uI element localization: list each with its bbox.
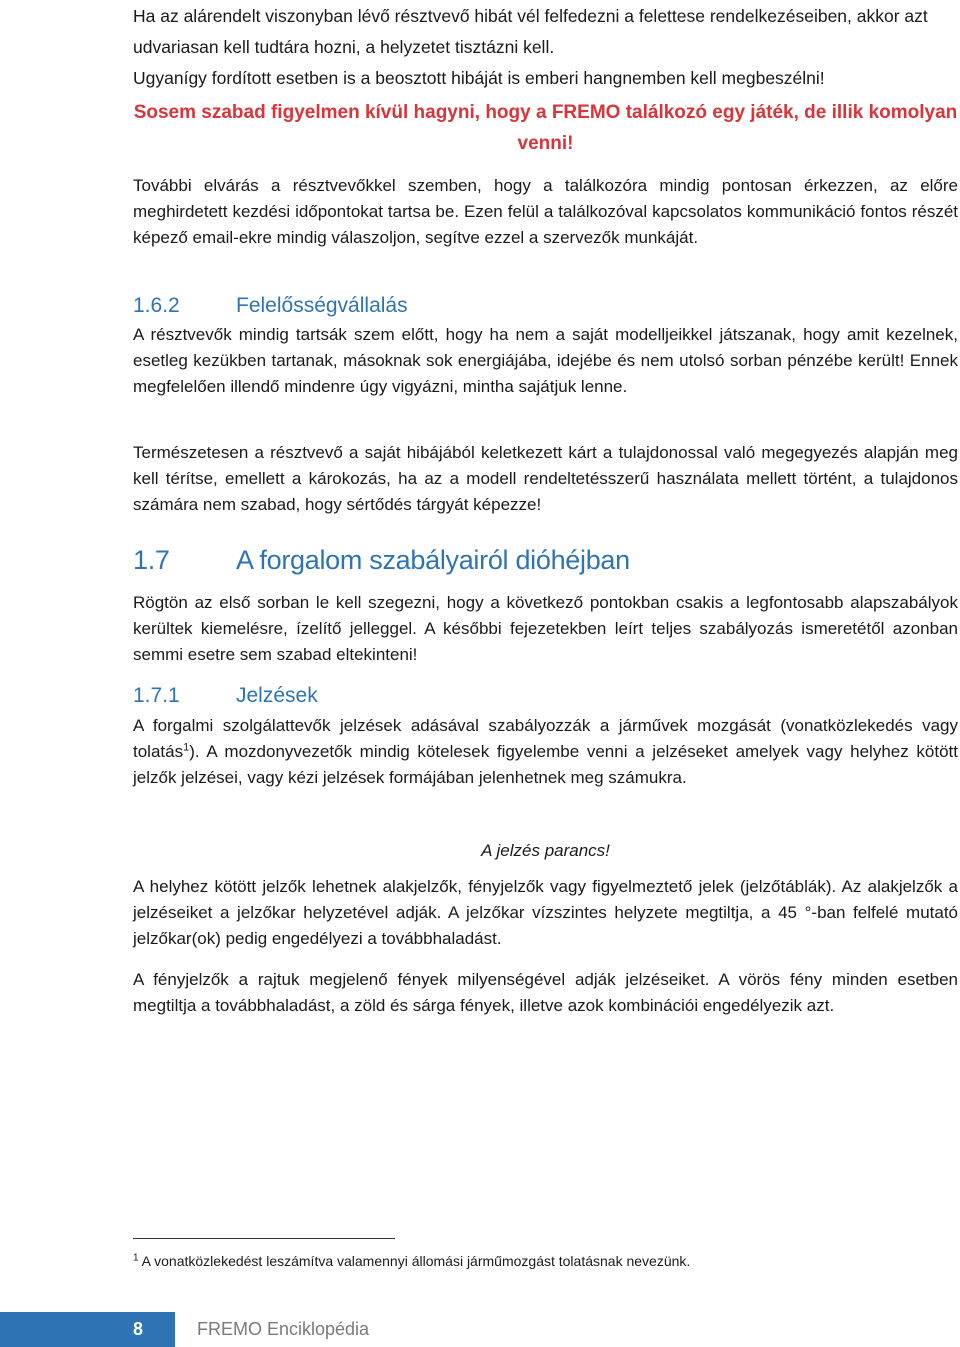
footnote [133,1251,933,1271]
footnote-reference[interactable]: 1 [183,741,190,754]
signal-motto: A jelzés parancs! [481,841,610,860]
intro-line-1: Ha az alárendelt viszonyban lévő résztvevő hibát vél felfedezni a felettese rendelkezéseiben, akkor azt udvariasan kell tudtára hozni, a helyzetet tisztázni kell. [133,6,928,57]
signals-paragraph-1-a: A forgalmi szolgálattevők jelzések adásával szabályozzák a járművek mozgását (vonatközlekedés vagy tolatás [133,716,958,761]
signals-paragraph-3: A fényjelzők a rajtuk megjelenő fények milyenségével adják jelzéseiket. A vörös fény minden esetben megtiltja a továbbhaladást, a zöld és sárga fények, illetve azok kombinációi engedélyezik azt. [133,970,958,1015]
section-heading-1-6-2 [133,292,408,320]
footer-title: FREMO Enciklopédia [197,1319,370,1339]
footnote-separator [133,1238,395,1239]
section-number: 1.7.1 [133,684,180,707]
section-title: Felelősségvállalás [236,294,408,317]
section-heading-1-7-1 [133,682,318,710]
responsibility-paragraph-2: Természetesen a résztvevő a saját hibájából keletkezett kárt a tulajdonossal való megegyezés alapján meg kell térítse, emellett a károkozás, ha az a modell rendeltetésszerű használata mellett történt, a tulajdonos számára nem szabad, hogy sértődés tárgyát képezze! [133,443,958,514]
section-title: A forgalom szabályairól dióhéjban [236,545,630,575]
signals-paragraph-2: A helyhez kötött jelzők lehetnek alakjelzők, fényjelzők vagy figyelmeztető jelek (jelzőtáblák). Az alakjelzők a jelzéseiket a jelzőkar helyzetével adják. A jelzőkar vízszintes helyzete megtiltja, a 45 °-ban felfelé mutató jelzőkar(ok) pedig engedélyezi a továbbhaladást. [133,877,958,948]
expectations-paragraph: További elvárás a résztvevőkkel szemben, hogy a találkozóra mindig pontosan érkezzen, az előre meghirdetett kezdési időpontokat tartsa be. Ezen felül a találkozóval kapcsolatos kommunikáció fontos részét képező email-ekre mindig válaszoljon, segítve ezzel a szervezők munkáját. [133,176,958,247]
warning-text: Sosem szabad figyelmen kívül hagyni, hogy a FREMO találkozó egy játék, de illik komolyan venni! [133,102,958,154]
signals-paragraph-1 [133,713,958,791]
footnote-marker: 1 [133,1252,139,1264]
section-title: Jelzések [236,684,318,707]
intro-line-2: Ugyanígy fordított esetben is a beosztott hibáját is emberi hangnemben kell megbeszélni! [133,68,825,88]
section-heading-1-7 [133,543,630,577]
signals-paragraph-1-b: ). A mozdonyvezetők mindig kötelesek figyelembe venni a jelzéseket amelyek vagy helyhez kötött jelzők jelzései, vagy kézi jelzések formájában jelenhetnek meg számukra. [133,742,958,787]
traffic-rules-paragraph: Rögtön az első sorban le kell szegezni, hogy a következő pontokban csakis a legfontosabb alapszabályok kerültek kiemelésre, ízelítő jelleggel. A későbbi fejezetekben leírt teljes szabályozás ismeretétől azonban semmi esetre sem szabad eltekinteni! [133,593,958,664]
section-number: 1.6.2 [133,294,180,317]
page-number: 8 [132,1319,143,1339]
section-number: 1.7 [133,545,170,575]
footnote-text: A vonatközlekedést leszámítva valamennyi állomási járműmozgást tolatásnak nevezünk. [138,1253,691,1269]
intro-text [133,1,958,94]
responsibility-paragraph-1: A résztvevők mindig tartsák szem előtt, hogy ha nem a saját modelljeikkel játszanak, hogy amit kezelnek, esetleg kezükben tartanak, másoknak sok energiájába, idejébe és nem utolsó sorban pénzébe került! Ennek megfelelően illendő mindenre úgy vigyázni, mintha sajátjuk lenne. [133,325,958,396]
